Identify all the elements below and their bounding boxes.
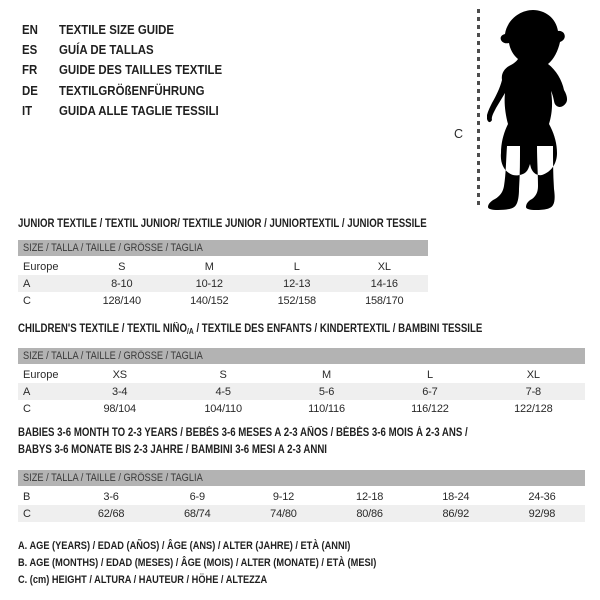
junior-row-age (18, 275, 428, 292)
size-cell: 92/98 (528, 507, 556, 520)
size-cell: 6-7 (422, 385, 438, 398)
size-header-label: SIZE / TALLA / TAILLE / GRÖSSE / TAGLIA (23, 472, 203, 484)
row-label: C (23, 294, 31, 307)
height-measure-label: C (454, 127, 464, 141)
language-code: EN (22, 21, 38, 37)
row-label: B (23, 490, 31, 503)
size-cell: 68/74 (183, 507, 211, 520)
size-cell: 24-36 (528, 490, 556, 503)
babies-section-title-line1: BABIES 3-6 MONTH TO 2-3 YEARS / BEBÉS 3-6 MESES A 2-3 AÑOS / BÉBÉS 3-6 MOIS À 2-3 ANS / (18, 427, 468, 439)
size-header-label: SIZE / TALLA / TAILLE / GRÖSSE / TAGLIA (23, 242, 203, 254)
row-label: C (23, 507, 31, 520)
size-cell: 80/86 (356, 507, 383, 520)
babies-table-header-bar (18, 470, 585, 486)
nino-a-subscript: /A (187, 327, 194, 336)
size-cell: 5-6 (318, 385, 335, 398)
size-cell: 10-12 (195, 277, 223, 290)
babies-section-title-line2: BABYS 3-6 MONATE BIS 2-3 JAHRE / BAMBINI 3-6 MESI A 2-3 ANNI (18, 444, 327, 456)
children-section-title (18, 323, 571, 336)
size-cell: 122/128 (514, 402, 553, 415)
junior-section-title-text: JUNIOR TEXTILE / TEXTIL JUNIOR/ TEXTILE JUNIOR / JUNIORTEXTIL / JUNIOR TESSILE (18, 218, 427, 230)
children-table-header-bar (18, 348, 585, 364)
height-measure-dashed-line (477, 9, 480, 209)
footnotes (18, 537, 445, 588)
language-title: GUIDE DES TAILLES TEXTILE (59, 62, 223, 78)
size-cell: XL (526, 368, 540, 381)
row-label: C (23, 402, 31, 415)
junior-row-height (18, 292, 428, 309)
size-cell: 12-18 (356, 490, 384, 503)
size-cell: 152/158 (277, 294, 316, 307)
language-title: TEXTILGRÖßENFÜHRUNG (59, 82, 205, 98)
size-cell: 4-5 (215, 385, 231, 398)
babies-size-table (18, 470, 585, 522)
size-cell: M (204, 260, 214, 273)
size-cell: 62/68 (97, 507, 125, 520)
row-label: A (23, 385, 31, 398)
size-cell: 140/152 (190, 294, 229, 307)
children-section-title-text: CHILDREN'S TEXTILE / TEXTIL NIÑO/A / TEXTILE DES ENFANTS / KINDERTEXTIL / BAMBINI TESSILE (18, 323, 483, 336)
language-code: DE (22, 82, 38, 98)
junior-section-title (18, 218, 504, 230)
size-cell: 7-8 (525, 385, 541, 398)
junior-row-europe (18, 258, 428, 275)
size-cell: 18-24 (442, 490, 470, 503)
language-row-fr (22, 60, 244, 80)
size-cell: XL (377, 260, 391, 273)
language-title: TEXTILE SIZE GUIDE (59, 21, 175, 37)
size-cell: 9-12 (272, 490, 295, 503)
language-row-it (22, 101, 244, 121)
language-title: GUIDA ALLE TAGLIE TESSILI (59, 103, 219, 119)
size-cell: 128/140 (102, 294, 141, 307)
footnote-a: A. AGE (YEARS) / EDAD (AÑOS) / ÂGE (ANS) / ALTER (JAHRE) / ETÀ (ANNI) (18, 539, 351, 552)
toddler-silhouette-image (487, 8, 581, 210)
language-row-es (22, 39, 244, 59)
row-label: Europe (23, 368, 59, 381)
size-cell: 110/116 (308, 402, 345, 415)
size-cell: 14-16 (370, 277, 398, 290)
row-label: Europe (23, 260, 59, 273)
size-cell: XS (112, 368, 127, 381)
size-cell: S (219, 368, 227, 381)
babies-row-height (18, 505, 585, 522)
size-cell: 86/92 (442, 507, 470, 520)
language-row-de (22, 80, 244, 100)
size-cell: L (426, 368, 433, 381)
size-cell: 104/110 (204, 402, 242, 415)
size-cell: 6-9 (189, 490, 205, 503)
size-cell: 3-4 (112, 385, 128, 398)
babies-row-months (18, 488, 585, 505)
size-cell: 8-10 (111, 277, 133, 290)
children-row-height (18, 400, 585, 417)
size-cell: 3-6 (103, 490, 119, 503)
size-header-label: SIZE / TALLA / TAILLE / GRÖSSE / TAGLIA (23, 350, 203, 362)
row-label: A (23, 277, 31, 290)
size-cell: 12-13 (283, 277, 311, 290)
children-size-table (18, 348, 585, 417)
language-row-en (22, 19, 244, 39)
language-code: IT (22, 103, 33, 119)
size-cell: 116/122 (411, 402, 449, 415)
size-cell: S (118, 260, 126, 273)
size-cell: 158/170 (365, 294, 404, 307)
language-title: GUÍA DE TALLAS (59, 42, 154, 58)
size-cell: 74/80 (270, 507, 297, 520)
junior-size-table (18, 240, 428, 309)
children-row-europe (18, 366, 585, 383)
language-title-list (22, 19, 244, 121)
language-code: ES (22, 42, 38, 58)
footnote-c: C. (cm) HEIGHT / ALTURA / HAUTEUR / HÖHE / ALTEZZA (18, 573, 268, 586)
size-cell: 98/104 (103, 402, 136, 415)
language-code: FR (22, 62, 38, 78)
footnote-b: B. AGE (MONTHS) / EDAD (MESES) / ÂGE (MOIS) / ALTER (MONATE) / ETÀ (MESI) (18, 556, 377, 569)
children-row-age (18, 383, 585, 400)
size-cell: L (293, 260, 300, 273)
size-cell: M (322, 368, 331, 381)
junior-table-header-bar (18, 240, 428, 256)
